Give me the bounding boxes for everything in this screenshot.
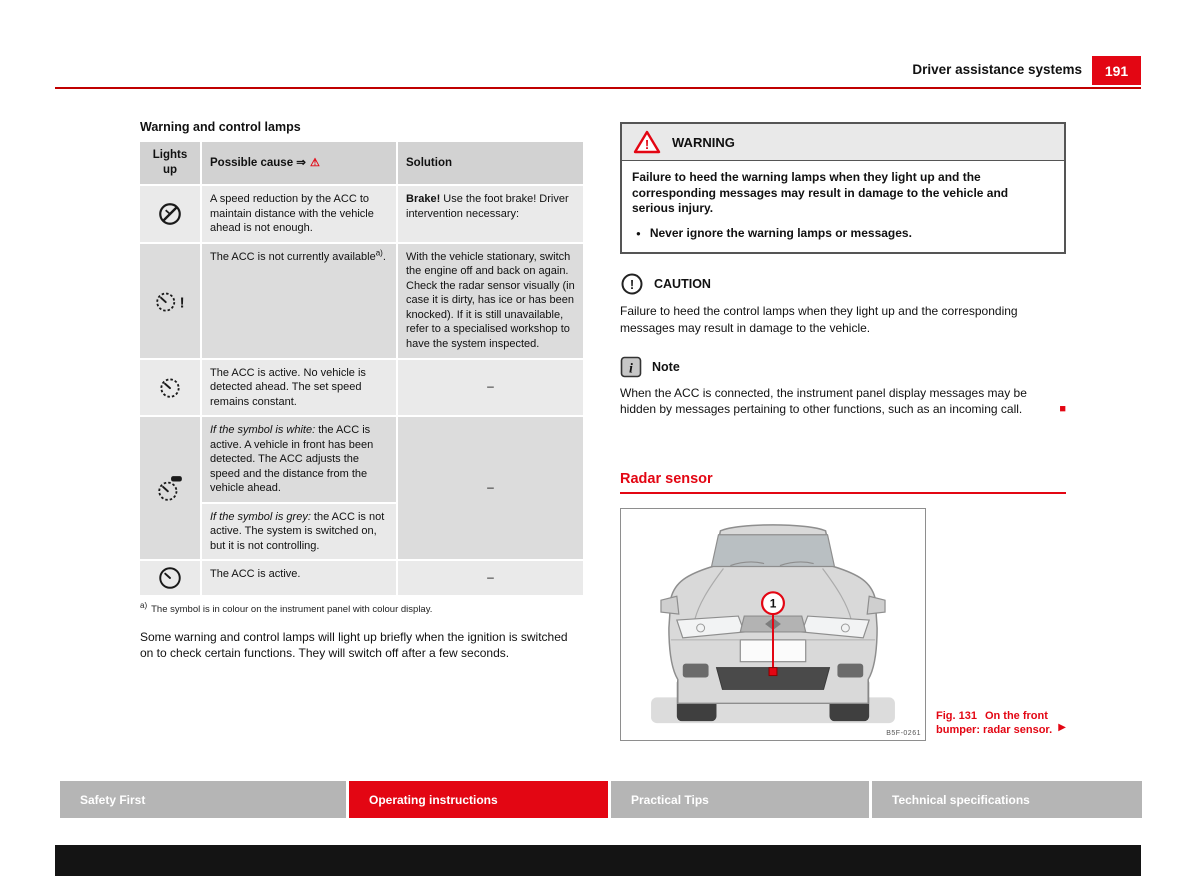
- continue-arrow-icon: ▶: [1058, 722, 1066, 734]
- caution-section: [620, 272, 1066, 335]
- warning-triangle-icon: [632, 129, 662, 155]
- table-row: [140, 417, 202, 561]
- note-section: [620, 356, 1066, 417]
- table-cell-solution: [398, 186, 583, 244]
- figure-callout-number: 1: [769, 596, 777, 611]
- svg-text:!: !: [644, 137, 650, 152]
- table-cell-cause: A speed reduction by the ACC to maintain distance with the vehicle ahead is not enough.: [202, 186, 398, 244]
- cause-text: the ACC is not active. The system is switched on, but it is not controlling.: [210, 510, 385, 552]
- table-header-solution: Solution: [398, 142, 583, 186]
- note-body: [620, 385, 1066, 417]
- acc-active-icon: [157, 565, 183, 591]
- info-icon: [620, 356, 642, 378]
- table-cell-solution: –: [398, 360, 583, 418]
- section-title-warning-lamps: Warning and control lamps: [140, 120, 301, 134]
- warning-bullet-text: Never ignore the warning lamps or messages.: [649, 225, 912, 240]
- cause-symbol-white: [202, 417, 396, 502]
- cause-text-end: .: [382, 250, 386, 263]
- warning-triangle-mini-icon: ⚠: [309, 156, 320, 169]
- radar-sensor-marker: [769, 668, 777, 676]
- table-header-possible-cause: [202, 142, 398, 186]
- car-front-illustration: [621, 509, 925, 740]
- caution-icon: [620, 272, 644, 296]
- svg-text:!: !: [629, 277, 635, 293]
- warning-title: WARNING: [672, 134, 735, 150]
- caution-title: CAUTION: [654, 277, 711, 292]
- table-cell-cause: The ACC is active.: [202, 561, 398, 597]
- table-cell-solution: With the vehicle stationary, switch the engine off and back on again. Check the radar sensor visually (in case it is dirty, has ice or has been knocked). If it is still unavailable, refer to a specialised workshop to have the system inspected.: [398, 244, 583, 360]
- caution-body: Failure to heed the control lamps when they light up and the corresponding messages may result in damage to the vehicle.: [620, 304, 1018, 335]
- table-row: [140, 186, 202, 244]
- table-row: [140, 244, 202, 360]
- note-header: [620, 356, 1066, 378]
- mirror-right: [867, 596, 885, 614]
- cause-text: the ACC is active. A vehicle in front has been detected. The ACC adjusts the speed and the distance from the vehicle ahead.: [210, 424, 374, 495]
- footnote-reference: a): [375, 248, 383, 258]
- figure-image: [620, 508, 926, 741]
- tab-practical-tips[interactable]: Practical Tips: [611, 781, 869, 818]
- fog-lamp-right: [837, 664, 863, 678]
- caution-header: [620, 272, 1066, 296]
- cause-lead-italic: If the symbol is white:: [210, 424, 316, 437]
- warning-lamps-table: [140, 142, 583, 597]
- footer-tab-bar: [60, 781, 1142, 818]
- header-rule: [55, 87, 1141, 89]
- left-column: [140, 120, 583, 662]
- tab-operating-instructions[interactable]: Operating instructions: [349, 781, 608, 818]
- figure-131: [620, 508, 1066, 741]
- radar-sensor-heading: Radar sensor: [620, 471, 1066, 494]
- warning-box-body: [622, 161, 1064, 252]
- note-body-text: When the ACC is connected, the instrument panel display messages may be hidden by messages pertaining to other functions, such as an incoming call.: [620, 385, 1027, 416]
- footnote-marker: a): [140, 601, 148, 611]
- table-cell-cause: [202, 417, 398, 561]
- mirror-left: [661, 596, 679, 614]
- table-footnote: [140, 601, 583, 616]
- table-row: [140, 561, 202, 597]
- right-column: [620, 122, 1066, 741]
- fog-lamp-left: [683, 664, 709, 678]
- table-cell-cause: The ACC is active. No vehicle is detected ahead. The set speed remains constant.: [202, 360, 398, 418]
- cause-lead-italic: If the symbol is grey:: [210, 510, 311, 523]
- body-paragraph: Some warning and control lamps will light up briefly when the ignition is switched on to check certain functions. They will switch off after a few seconds.: [140, 630, 568, 661]
- table-cell-solution: –: [398, 561, 583, 597]
- tab-technical-specifications[interactable]: Technical specifications: [872, 781, 1142, 818]
- windshield: [712, 535, 835, 567]
- footnote-text: The symbol is in colour on the instrument panel with colour display.: [151, 604, 433, 616]
- note-title: Note: [652, 359, 680, 374]
- svg-text:i: i: [629, 361, 633, 377]
- acc-not-available-icon: [154, 288, 186, 314]
- possible-cause-label: Possible cause ⇒: [210, 156, 306, 169]
- page-bottom-bar: [55, 845, 1141, 876]
- figure-image-code: B5F-0261: [886, 730, 921, 738]
- acc-vehicle-detected-icon: [156, 474, 184, 502]
- acc-active-no-vehicle-icon: [157, 374, 183, 400]
- section-end-marker: ■: [1059, 403, 1066, 416]
- table-cell-solution: –: [398, 417, 583, 561]
- warning-box-header: [622, 124, 1064, 161]
- page-header-title: Driver assistance systems: [912, 62, 1082, 77]
- table-row: [140, 360, 202, 418]
- warning-body-text: Failure to heed the warning lamps when they light up and the corresponding messages may result in damage to the vehicle and serious injury.: [632, 170, 1009, 216]
- cause-text: The ACC is not currently available: [210, 250, 376, 263]
- warning-box: [620, 122, 1066, 254]
- solution-text: Use the foot brake! Driver intervention necessary:: [406, 193, 569, 220]
- figure-number: Fig. 131: [936, 709, 977, 722]
- warning-bullet-item: [632, 226, 1054, 242]
- table-header-lights-up: Lights up: [140, 142, 202, 186]
- svg-text:!: !: [179, 294, 185, 312]
- table-cell-cause: [202, 244, 398, 360]
- figure-caption: [936, 709, 1056, 742]
- cause-symbol-grey: [202, 502, 396, 560]
- solution-bold-text: Brake!: [406, 193, 441, 206]
- bullet-icon: ●: [636, 228, 641, 238]
- tab-safety-first[interactable]: Safety First: [60, 781, 346, 818]
- acc-speed-reduction-warning-icon: [157, 201, 183, 227]
- figure-caption-text: On the front bumper: radar sensor.: [936, 709, 1053, 736]
- page-number-badge: 191: [1092, 56, 1141, 85]
